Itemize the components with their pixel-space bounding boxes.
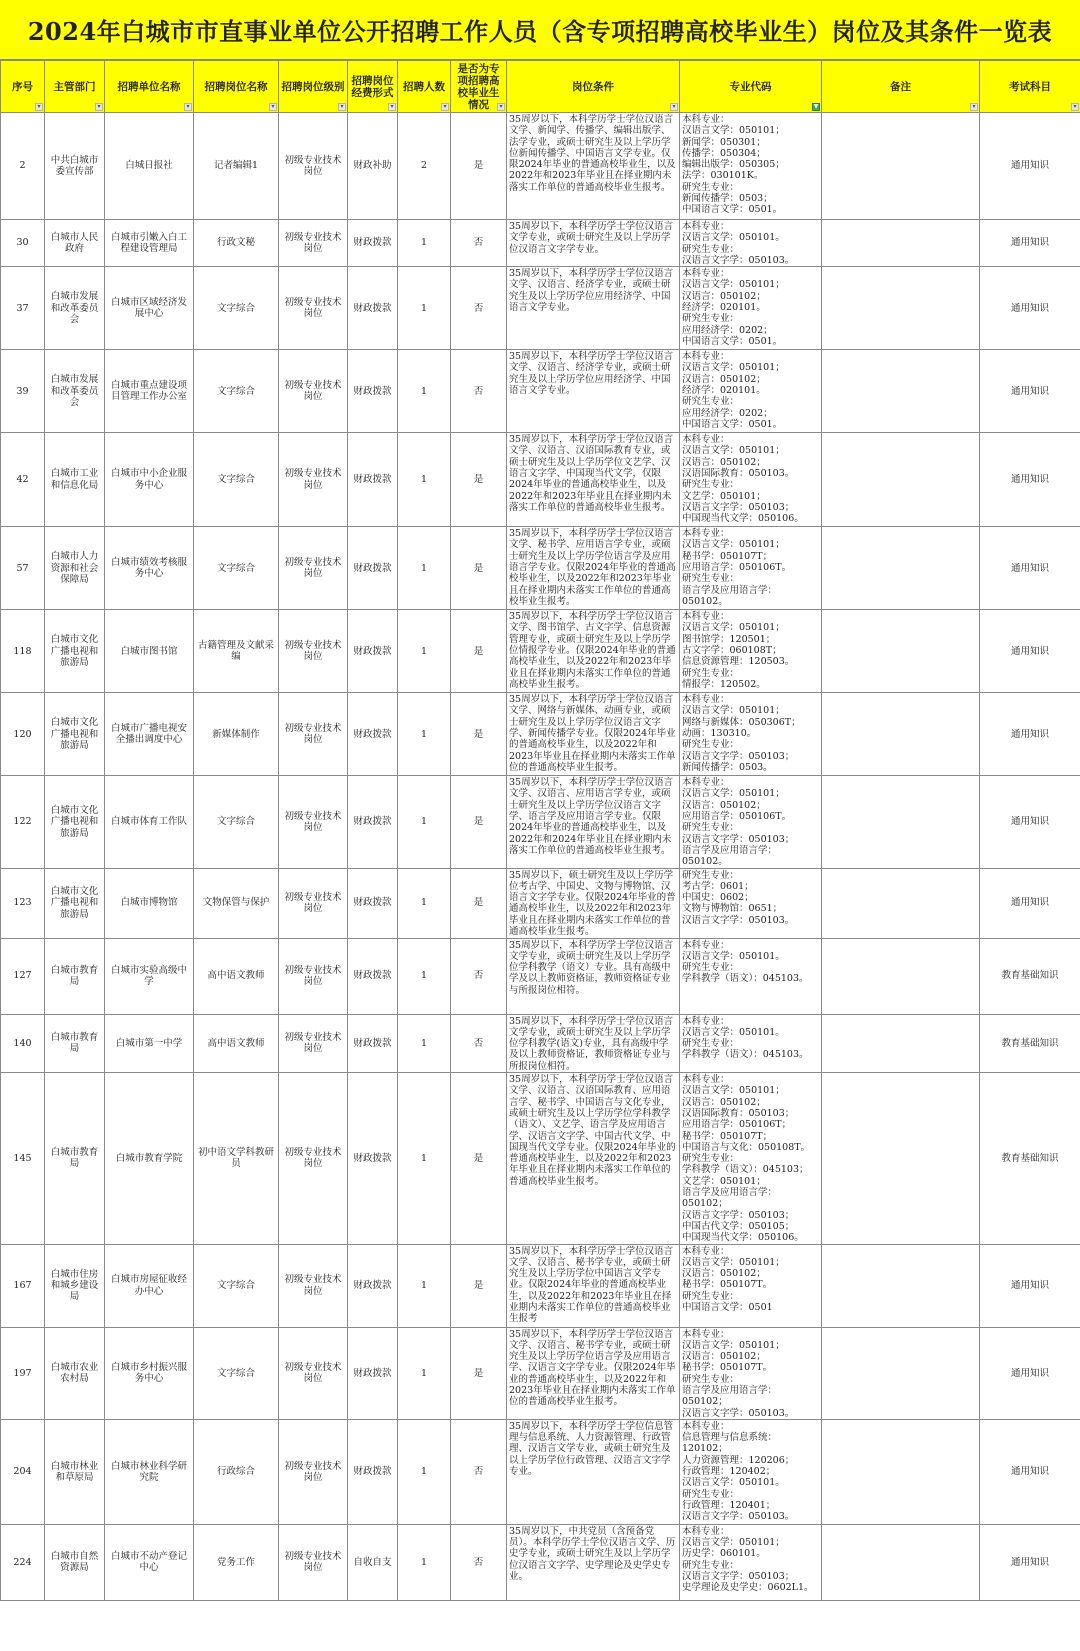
cell-seq: 204 [1, 1419, 45, 1524]
cell-post: 文物保管与保护 [194, 868, 279, 938]
header-label: 招聘岗位级别 [281, 80, 345, 93]
cell-fund: 财政拨款 [348, 868, 398, 938]
cell-count: 1 [398, 350, 451, 433]
header-major-code [680, 61, 822, 113]
table-row [1, 693, 1080, 776]
filter-dropdown-icon[interactable]: ▾ [184, 103, 192, 111]
cell-seq: 122 [1, 776, 45, 868]
table-row [1, 776, 1080, 868]
cell-seq: 197 [1, 1327, 45, 1419]
cell-notes [822, 693, 980, 776]
cell-special: 否 [451, 1524, 507, 1600]
cell-major-code: 本科专业： 汉语言文学：050101； 新闻学：050301； 传播学：050304； 编辑出版学：050305； 法学：030101K。 研究生专业： 新闻传播学：0503； 中国语言文学：0501。 [680, 113, 822, 220]
cell-fund: 财政拨款 [348, 610, 398, 693]
cell-conditions: 35周岁以下，本科学历学士学位汉语言文学、网络与新媒体、动画专业，或硕士研究生及以上学历学位汉语言文字学、新闻传播学专业。仅限2024年毕业的普通高校毕业生，以及2022年和2023年毕业且在择业期内未落实工作单位的普通高校毕业生报考。 [507, 693, 680, 776]
cell-notes [822, 220, 980, 267]
table-row [1, 868, 1080, 938]
cell-exam: 通用知识 [980, 1419, 1080, 1524]
cell-conditions: 35周岁以下，本科学历学士学位汉语言文学专业，或硕士研究生及以上学历学位学科教学(语文)专业，具有高级中学及以上教师资格证，教师资格证专业与所报岗位相符。 [507, 1014, 680, 1072]
cell-special: 否 [451, 350, 507, 433]
cell-unit: 白城市广播电视安全播出调度中心 [105, 693, 194, 776]
cell-unit: 白城市教育学院 [105, 1073, 194, 1244]
cell-post: 行政文秘 [194, 220, 279, 267]
cell-exam: 通用知识 [980, 350, 1080, 433]
cell-unit: 白城市中小企业服务中心 [105, 433, 194, 527]
cell-post: 古籍管理及文献采编 [194, 610, 279, 693]
filter-dropdown-icon[interactable]: ▾ [35, 103, 43, 111]
cell-post: 文字综合 [194, 350, 279, 433]
cell-conditions: 35周岁以下，本科学历学士学位汉语言文学、汉语言、经济学专业，或硕士研究生及以上学历学位应用经济学、中国语言文学专业。 [507, 350, 680, 433]
filter-dropdown-icon[interactable]: ▾ [95, 103, 103, 111]
header-unit [105, 61, 194, 113]
cell-seq: 30 [1, 220, 45, 267]
table-row [1, 1327, 1080, 1419]
cell-major-code: 本科专业： 汉语言文学：050101； 图书馆学：120501； 古文字学：060108T； 信息资源管理：120503。 研究生专业： 情报学：120502。 [680, 610, 822, 693]
filter-dropdown-icon[interactable]: ▾ [970, 103, 978, 111]
cell-notes [822, 1327, 980, 1419]
cell-seq: 2 [1, 113, 45, 220]
table-row [1, 527, 1080, 610]
cell-count: 1 [398, 1327, 451, 1419]
cell-major-code: 本科专业： 汉语言文学：050101； 秘书学：050107T； 应用语言学：050106T。 研究生专业： 语言学及应用语言学：050102。 [680, 527, 822, 610]
cell-notes [822, 1244, 980, 1327]
cell-exam: 通用知识 [980, 220, 1080, 267]
cell-count: 1 [398, 868, 451, 938]
cell-conditions: 35周岁以下，本科学历学士学位汉语言文学、汉语言、秘书学专业，或硕士研究生及以上学历学位中国语言文学专业。仅限2024年毕业的普通高校毕业生，以及2022年和2023年毕业且在择业期内未落实工作单位的普通高校毕业生报考 [507, 1244, 680, 1327]
cell-notes [822, 1524, 980, 1600]
cell-level: 初级专业技术岗位 [279, 350, 348, 433]
cell-fund: 财政拨款 [348, 220, 398, 267]
header-seq [1, 61, 45, 113]
cell-notes [822, 1073, 980, 1244]
cell-conditions: 35周岁以下，本科学历学士学位汉语言文学、汉语言、经济学专业，或硕士研究生及以上学历学位应用经济学、中国语言文学专业。 [507, 267, 680, 350]
cell-seq: 224 [1, 1524, 45, 1600]
cell-post: 文字综合 [194, 1327, 279, 1419]
filter-dropdown-icon[interactable]: ▾ [338, 103, 346, 111]
filter-dropdown-icon[interactable]: ▾ [670, 103, 678, 111]
cell-special: 是 [451, 433, 507, 527]
cell-major-code: 本科专业： 汉语言文学：050101； 汉语言：050102； 经济学：020101。 研究生专业： 应用经济学：0202； 中国语言文学：0501。 [680, 267, 822, 350]
cell-dept: 白城市农业农村局 [45, 1327, 105, 1419]
cell-post: 行政综合 [194, 1419, 279, 1524]
header-dept [45, 61, 105, 113]
page-title: 2024年白城市市直事业单位公开招聘工作人员（含专项招聘高校毕业生）岗位及其条件一览表 [0, 0, 1080, 60]
cell-special: 否 [451, 1014, 507, 1072]
cell-level: 初级专业技术岗位 [279, 113, 348, 220]
cell-conditions: 35周岁以下，本科学历学士学位汉语言文学专业，或硕士研究生及以上学历学位汉语言文字学专业。 [507, 220, 680, 267]
cell-count: 1 [398, 267, 451, 350]
cell-count: 1 [398, 220, 451, 267]
cell-unit: 白城日报社 [105, 113, 194, 220]
cell-seq: 57 [1, 527, 45, 610]
cell-fund: 财政拨款 [348, 938, 398, 1014]
table-row [1, 1244, 1080, 1327]
cell-conditions: 35周岁以下，本科学历学士学位汉语言文学、汉语言、汉语国际教育、应用语言学、秘书学、中国语言与文化专业，或硕士研究生及以上学历学位学科教学（语文）、文艺学、语言学及应用语言学、汉语言文字学、中国古代文学、中国现当代文学专业。仅限2024年毕业的普通高校毕业生，以及2022年和2023年毕业且在择业期内未落实工作单位的普通高校毕业生报考。 [507, 1073, 680, 1244]
cell-fund: 财政拨款 [348, 776, 398, 868]
cell-post: 文字综合 [194, 267, 279, 350]
header-fund [348, 61, 398, 113]
cell-dept: 白城市发展和改革委员会 [45, 267, 105, 350]
table-row [1, 1014, 1080, 1072]
header-count [398, 61, 451, 113]
cell-major-code: 本科专业： 汉语言文学：050101。 研究生专业： 学科教学（语文）：045103。 [680, 938, 822, 1014]
cell-unit: 白城市房屋征收经办中心 [105, 1244, 194, 1327]
header-notes [822, 61, 980, 113]
cell-unit: 白城市不动产登记中心 [105, 1524, 194, 1600]
table-row [1, 350, 1080, 433]
cell-conditions: 35周岁以下，本科学历学士学位汉语言文学、秘书学、应用语言学专业，或硕士研究生及以上学历学位语言学及应用语言学专业。仅限2024年毕业的普通高校毕业生，以及2022年和2023年毕业且在择业期内未落实工作单位的普通高校毕业生报考。 [507, 527, 680, 610]
cell-special: 否 [451, 220, 507, 267]
header-conditions [507, 61, 680, 113]
cell-fund: 财政拨款 [348, 1014, 398, 1072]
cell-unit: 白城市第一中学 [105, 1014, 194, 1072]
table-row [1, 1524, 1080, 1600]
cell-special: 否 [451, 938, 507, 1014]
cell-unit: 白城市图书馆 [105, 610, 194, 693]
cell-conditions: 35周岁以下，本科学历学士学位汉语言文学、图书馆学、古文字学、信息资源管理专业，或硕士研究生及以上学历学位情报学专业。仅限2024年毕业的普通高校毕业生，以及2022年和2023年毕业且在择业期内未落实工作单位的普通高校毕业生报考。 [507, 610, 680, 693]
positions-table [0, 60, 1080, 1601]
cell-special: 是 [451, 693, 507, 776]
cell-fund: 财政拨款 [348, 1419, 398, 1524]
table-row [1, 267, 1080, 350]
cell-major-code: 本科专业： 汉语言文学：050101。 研究生专业： 汉语言文字学：050103。 [680, 220, 822, 267]
cell-dept: 白城市人力资源和社会保障局 [45, 527, 105, 610]
cell-special: 是 [451, 1073, 507, 1244]
cell-exam: 通用知识 [980, 527, 1080, 610]
cell-level: 初级专业技术岗位 [279, 1244, 348, 1327]
cell-count: 1 [398, 527, 451, 610]
cell-level: 初级专业技术岗位 [279, 1327, 348, 1419]
cell-major-code: 本科专业： 汉语言文学：050101； 网络与新媒体：050306T； 动画：130310。 研究生专业： 汉语言文字学：050103； 新闻传播学：0503。 [680, 693, 822, 776]
cell-exam: 通用知识 [980, 868, 1080, 938]
cell-level: 初级专业技术岗位 [279, 868, 348, 938]
cell-major-code: 本科专业： 汉语言文学：050101； 汉语言：050102； 秘书学：050107T。 研究生专业： 中国语言文学：0501 [680, 1244, 822, 1327]
header-level [279, 61, 348, 113]
cell-notes [822, 433, 980, 527]
cell-level: 初级专业技术岗位 [279, 1524, 348, 1600]
cell-dept: 白城市自然资源局 [45, 1524, 105, 1600]
cell-level: 初级专业技术岗位 [279, 776, 348, 868]
cell-major-code: 研究生专业： 考古学：0601； 中国史：0602； 文物与博物馆：0651； 汉语言文字学：050103。 [680, 868, 822, 938]
cell-post: 党务工作 [194, 1524, 279, 1600]
cell-special: 是 [451, 776, 507, 868]
cell-post: 文字综合 [194, 433, 279, 527]
cell-special: 是 [451, 527, 507, 610]
cell-count: 1 [398, 776, 451, 868]
cell-dept: 白城市教育局 [45, 1073, 105, 1244]
cell-special: 否 [451, 1419, 507, 1524]
cell-count: 1 [398, 693, 451, 776]
cell-notes [822, 776, 980, 868]
header-label: 主管部门 [53, 80, 96, 93]
cell-unit: 白城市林业科学研究院 [105, 1419, 194, 1524]
cell-level: 初级专业技术岗位 [279, 267, 348, 350]
cell-level: 初级专业技术岗位 [279, 527, 348, 610]
cell-unit: 白城市引嫩入白工程建设管理局 [105, 220, 194, 267]
cell-notes [822, 267, 980, 350]
cell-seq: 140 [1, 1014, 45, 1072]
cell-fund: 财政拨款 [348, 1073, 398, 1244]
cell-exam: 通用知识 [980, 693, 1080, 776]
cell-exam: 教育基础知识 [980, 938, 1080, 1014]
cell-count: 1 [398, 433, 451, 527]
cell-special: 是 [451, 868, 507, 938]
filter-dropdown-icon[interactable]: ▾ [388, 103, 396, 111]
cell-dept: 中共白城市委宣传部 [45, 113, 105, 220]
cell-major-code: 本科专业： 汉语言文学：050101； 汉语言：050102； 汉语国际教育：050103； 应用语言学：050106T； 秘书学：050107T； 中国语言与文化：050108T。 研究生专业： 学科教学（语文）：045103； 文艺学：050101； 语言学及应用语言学：050102； 汉语言文字学：050103； 中国古代文学：050105； 中国现当代文学：050106。 [680, 1073, 822, 1244]
cell-exam: 通用知识 [980, 1327, 1080, 1419]
header-label: 专业代码 [729, 80, 772, 93]
cell-fund: 财政拨款 [348, 1244, 398, 1327]
cell-conditions: 35周岁以下，中共党员（含预备党员）。本科学历学士学位汉语言文学、历史学专业，或硕士研究生及以上学历学位汉语言文字学、史学理论及史学史专业。 [507, 1524, 680, 1600]
cell-exam: 教育基础知识 [980, 1014, 1080, 1072]
header-label: 招聘人数 [403, 80, 445, 93]
header-row [1, 61, 1080, 113]
cell-fund: 财政拨款 [348, 267, 398, 350]
cell-unit: 白城市区域经济发展中心 [105, 267, 194, 350]
cell-exam: 通用知识 [980, 776, 1080, 868]
cell-count: 2 [398, 113, 451, 220]
cell-fund: 财政拨款 [348, 1327, 398, 1419]
cell-dept: 白城市林业和草原局 [45, 1419, 105, 1524]
cell-dept: 白城市住房和城乡建设局 [45, 1244, 105, 1327]
cell-special: 是 [451, 1244, 507, 1327]
cell-exam: 通用知识 [980, 1244, 1080, 1327]
table-row [1, 1419, 1080, 1524]
cell-level: 初级专业技术岗位 [279, 1014, 348, 1072]
cell-unit: 白城市重点建设项目管理工作办公室 [105, 350, 194, 433]
cell-seq: 42 [1, 433, 45, 527]
table-row [1, 610, 1080, 693]
header-label: 序号 [12, 80, 33, 93]
cell-level: 初级专业技术岗位 [279, 1073, 348, 1244]
filter-dropdown-icon[interactable]: ▾ [269, 103, 277, 111]
cell-dept: 白城市工业和信息化局 [45, 433, 105, 527]
cell-unit: 白城市实验高级中学 [105, 938, 194, 1014]
cell-conditions: 35周岁以下，本科学历学士学位汉语言文学、汉语言、汉语国际教育专业，或硕士研究生及以上学历学位文艺学、汉语言文字学、中国现当代文学，仅限2024年毕业的普通高校毕业生，以及2022年和2023年毕业且在择业期内未落实工作单位的普通高校毕业生报考。 [507, 433, 680, 527]
cell-notes [822, 610, 980, 693]
cell-fund: 财政补助 [348, 113, 398, 220]
cell-count: 1 [398, 610, 451, 693]
cell-unit: 白城市体育工作队 [105, 776, 194, 868]
cell-conditions: 35周岁以下，硕士研究生及以上学历学位考古学、中国史、文物与博物馆、汉语言文字学专业。仅限2024年毕业的普通高校毕业生，以及2022年和2023年毕业且在择业期内未落实工作单位的普通高校毕业生报考。 [507, 868, 680, 938]
cell-exam: 通用知识 [980, 113, 1080, 220]
cell-notes [822, 1419, 980, 1524]
cell-conditions: 35周岁以下，本科学历学士学位汉语言文学、汉语言、应用语言学专业，或硕士研究生及以上学历学位汉语言文字学、语言学及应用语言学专业。仅限2024年毕业的普通高校毕业生，以及2022年和2024年毕业且在择业期内未落实工作单位的普通高校毕业生报考。 [507, 776, 680, 868]
cell-special: 否 [451, 267, 507, 350]
cell-count: 1 [398, 938, 451, 1014]
cell-post: 初中语文学科教研员 [194, 1073, 279, 1244]
filter-active-icon[interactable]: ▼ [813, 103, 819, 110]
cell-post: 记者编辑1 [194, 113, 279, 220]
cell-count: 1 [398, 1014, 451, 1072]
cell-dept: 白城市教育局 [45, 1014, 105, 1072]
table-row [1, 433, 1080, 527]
table-header [1, 61, 1080, 113]
cell-major-code: 本科专业： 信息管理与信息系统：120102； 人力资源管理：120206； 行政管理：120402； 汉语言文学：050101。 研究生专业： 行政管理：120401； 汉语言文字学：050103。 [680, 1419, 822, 1524]
filter-dropdown-icon[interactable]: ▾ [441, 103, 449, 111]
cell-major-code: 本科专业： 汉语言文学：050101； 汉语言：050102； 汉语国际教育：050103。 研究生专业： 文艺学：050101； 汉语言文字学：050103； 中国现当代文学：050106。 [680, 433, 822, 527]
cell-count: 1 [398, 1524, 451, 1600]
cell-notes [822, 868, 980, 938]
cell-major-code: 本科专业： 汉语言文学：050101； 历史学：060101。 研究生专业： 汉语言文字学：050103； 史学理论及史学史：0602L1。 [680, 1524, 822, 1600]
cell-level: 初级专业技术岗位 [279, 693, 348, 776]
table-row [1, 1073, 1080, 1244]
cell-major-code: 本科专业： 汉语言文学：050101； 汉语言：050102； 应用语言学：050106T。 研究生专业： 汉语言文字学：050103； 语言学及应用语言学：050102。 [680, 776, 822, 868]
cell-dept: 白城市教育局 [45, 938, 105, 1014]
cell-conditions: 35周岁以下，本科学历学士学位汉语言文学、汉语言、秘书学专业，或硕士研究生及以上学历学位语言学及应用语言学、汉语言文字学专业。仅限2024年毕业的普通高校毕业生，以及2022年和2023年毕业且在择业期内未落实工作单位的普通高校毕业生报考。 [507, 1327, 680, 1419]
cell-seq: 167 [1, 1244, 45, 1327]
filter-dropdown-icon[interactable]: ▾ [1071, 103, 1079, 111]
cell-conditions: 35周岁以下，本科学历学士学位信息管理与信息系统、人力资源管理、行政管理、汉语言文学专业，或硕士研究生及以上学历学位行政管理、汉语言文字学专业。 [507, 1419, 680, 1524]
cell-notes [822, 1014, 980, 1072]
cell-notes [822, 938, 980, 1014]
cell-exam: 教育基础知识 [980, 1073, 1080, 1244]
cell-seq: 39 [1, 350, 45, 433]
filter-dropdown-icon[interactable]: ▾ [497, 103, 505, 111]
header-label: 招聘岗位经费形式 [351, 74, 394, 99]
cell-level: 初级专业技术岗位 [279, 938, 348, 1014]
header-label: 招聘单位名称 [117, 80, 181, 93]
cell-post: 文字综合 [194, 776, 279, 868]
cell-level: 初级专业技术岗位 [279, 610, 348, 693]
cell-count: 1 [398, 1419, 451, 1524]
table-row [1, 113, 1080, 220]
table-row [1, 938, 1080, 1014]
cell-dept: 白城市人民政府 [45, 220, 105, 267]
cell-seq: 127 [1, 938, 45, 1014]
cell-seq: 37 [1, 267, 45, 350]
cell-seq: 118 [1, 610, 45, 693]
cell-special: 是 [451, 113, 507, 220]
cell-notes [822, 113, 980, 220]
cell-major-code: 本科专业： 汉语言文学：050101； 汉语言：050102； 经济学：020101。 研究生专业： 应用经济学：0202； 中国语言文学：0501。 [680, 350, 822, 433]
cell-dept: 白城市文化广播电视和旅游局 [45, 610, 105, 693]
cell-post: 新媒体制作 [194, 693, 279, 776]
table-row [1, 220, 1080, 267]
cell-dept: 白城市发展和改革委员会 [45, 350, 105, 433]
cell-fund: 自收自支 [348, 1524, 398, 1600]
cell-level: 初级专业技术岗位 [279, 1419, 348, 1524]
cell-special: 是 [451, 1327, 507, 1419]
cell-conditions: 35周岁以下，本科学历学士学位汉语言文学、新闻学、传播学、编辑出版学、法学专业，或硕士研究生及以上学历学位新闻传播学、中国语言文学专业。仅限2024年毕业的普通高校毕业生，以及2022年和2023年毕业且在择业期内未落实工作单位的普通高校毕业生报考。 [507, 113, 680, 220]
cell-exam: 通用知识 [980, 610, 1080, 693]
cell-special: 是 [451, 610, 507, 693]
cell-unit: 白城市乡村振兴服务中心 [105, 1327, 194, 1419]
cell-conditions: 35周岁以下，本科学历学士学位汉语言文学专业，或硕士研究生及以上学历学位学科教学（语文）专业。具有高级中学及以上教师资格证，教师资格证专业与所报岗位相符。 [507, 938, 680, 1014]
header-exam [980, 61, 1080, 113]
table-body [1, 113, 1080, 1601]
cell-notes [822, 350, 980, 433]
cell-fund: 财政拨款 [348, 433, 398, 527]
cell-post: 文字综合 [194, 1244, 279, 1327]
header-label: 岗位条件 [572, 80, 614, 93]
header-label: 考试科目 [1009, 80, 1051, 93]
cell-dept: 白城市文化广播电视和旅游局 [45, 693, 105, 776]
cell-exam: 通用知识 [980, 433, 1080, 527]
cell-seq: 123 [1, 868, 45, 938]
header-label: 是否为专项招聘高校毕业生情况 [457, 62, 500, 111]
cell-level: 初级专业技术岗位 [279, 433, 348, 527]
cell-fund: 财政拨款 [348, 527, 398, 610]
cell-major-code: 本科专业： 汉语言文学：050101； 汉语言：050102； 秘书学：050107T。 研究生专业： 语言学及应用语言学：050102； 汉语言文字学：050103。 [680, 1327, 822, 1419]
cell-fund: 财政拨款 [348, 693, 398, 776]
cell-unit: 白城市绩效考核服务中心 [105, 527, 194, 610]
cell-fund: 财政拨款 [348, 350, 398, 433]
header-special [451, 61, 507, 113]
cell-seq: 120 [1, 693, 45, 776]
cell-post: 高中语文教师 [194, 1014, 279, 1072]
cell-notes [822, 527, 980, 610]
cell-count: 1 [398, 1073, 451, 1244]
cell-count: 1 [398, 1244, 451, 1327]
cell-post: 高中语文教师 [194, 938, 279, 1014]
cell-unit: 白城市博物馆 [105, 868, 194, 938]
cell-seq: 145 [1, 1073, 45, 1244]
header-label: 备注 [890, 80, 911, 93]
cell-exam: 通用知识 [980, 1524, 1080, 1600]
cell-exam: 通用知识 [980, 267, 1080, 350]
cell-post: 文字综合 [194, 527, 279, 610]
header-label: 招聘岗位名称 [204, 80, 268, 93]
header-post [194, 61, 279, 113]
cell-major-code: 本科专业： 汉语言文学：050101。 研究生专业： 学科教学（语文）：045103。 [680, 1014, 822, 1072]
cell-dept: 白城市文化广播电视和旅游局 [45, 868, 105, 938]
cell-dept: 白城市文化广播电视和旅游局 [45, 776, 105, 868]
cell-level: 初级专业技术岗位 [279, 220, 348, 267]
